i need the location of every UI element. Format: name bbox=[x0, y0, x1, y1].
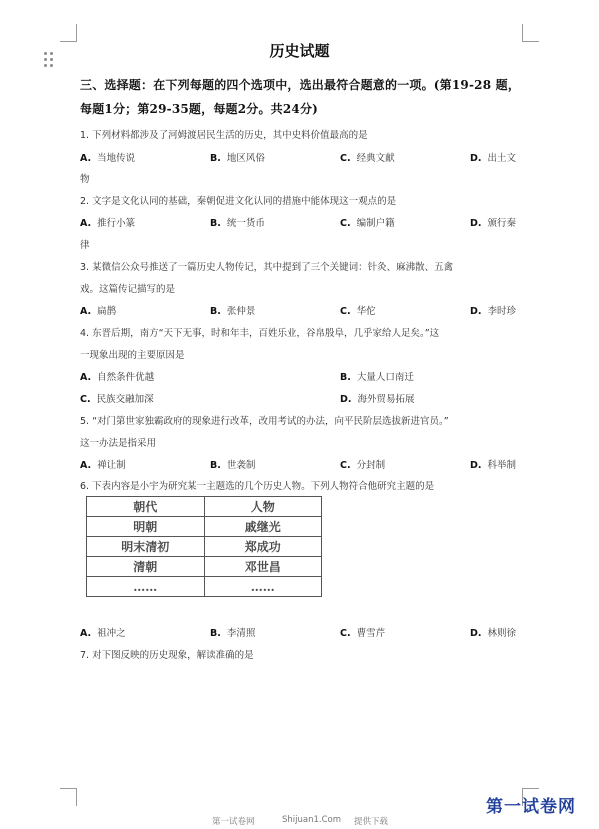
table-cell: 戚继光 bbox=[204, 517, 322, 537]
question-5-option-d: D. 科举制 bbox=[470, 460, 517, 471]
table-header-cell: 人物 bbox=[204, 497, 322, 517]
section-header-line2: 每题1分；第29-35题，每题2分。共24分) bbox=[80, 102, 319, 116]
table-cell: …… bbox=[204, 577, 322, 597]
table-header-cell: 朝代 bbox=[87, 497, 205, 517]
site-logo: 第一试卷网 bbox=[486, 797, 576, 817]
question-3-option-a: A. 扁鹊 bbox=[80, 306, 117, 317]
question-1-option-a: A. 当地传说 bbox=[80, 153, 136, 164]
question-4-option-b: B. 大量人口南迁 bbox=[340, 372, 414, 383]
page-title: 历史试题 bbox=[269, 42, 330, 60]
question-6-option-d: D. 林则徐 bbox=[470, 628, 517, 639]
question-6-text: 6. 下表内容是小宇为研究某一主题选的几个历史人物。下列人物符合他研究主题的是 bbox=[80, 481, 435, 492]
question-5-option-a: A. 禅让制 bbox=[80, 460, 126, 471]
question-4-text-2: 一现象出现的主要原因是 bbox=[80, 350, 185, 361]
question-4-option-c: C. 民族交融加深 bbox=[80, 394, 154, 405]
footer-download: 提供下载 bbox=[354, 817, 389, 827]
table-cell: 明末清初 bbox=[87, 537, 205, 557]
crop-mark-bl-h bbox=[60, 788, 76, 789]
question-1-option-c: C. 经典文献 bbox=[340, 153, 395, 164]
question-4-option-a: A. 自然条件优越 bbox=[80, 372, 155, 383]
question-5-text-1: 5. “对门第世家独霸政府的现象进行改革，改用考试的办法，向平民阶层选拔新进官员。” bbox=[80, 416, 449, 427]
question-5-option-c: C. 分封制 bbox=[340, 460, 386, 471]
question-3-text-1: 3. 某微信公众号推送了一篇历史人物传记，其中提到了三个关键词：针灸、麻沸散、五禽 bbox=[80, 262, 454, 273]
question-3-option-d: D. 李时珍 bbox=[470, 306, 517, 317]
history-figures-table bbox=[86, 496, 322, 597]
table-cell: 郑成功 bbox=[204, 537, 322, 557]
question-2-option-b: B. 统一货币 bbox=[210, 218, 265, 229]
table-row bbox=[87, 557, 322, 577]
question-4-text-1: 4. 东晋后期，南方“天下无事，时和年丰，百姓乐业，谷帛殷阜，几乎家给人足矣。”这 bbox=[80, 328, 440, 339]
question-2-text: 2. 文字是文化认同的基础，秦朝促进文化认同的措施中能体现这一观点的是 bbox=[80, 196, 397, 207]
question-7-text: 7. 对下图反映的历史现象，解读准确的是 bbox=[80, 650, 254, 661]
table-cell: 清朝 bbox=[87, 557, 205, 577]
question-3-option-b: B. 张仲景 bbox=[210, 306, 256, 317]
question-5-option-b: B. 世袭制 bbox=[210, 460, 256, 471]
section-header-line1: 三、选择题：在下列每题的四个选项中，选出最符合题意的一项。(第19-28 题， bbox=[80, 78, 521, 92]
question-1-text: 1. 下列材料都涉及了河姆渡居民生活的历史，其中史料价值最高的是 bbox=[80, 130, 368, 141]
footer-site-url[interactable]: Shijuan1.Com bbox=[282, 815, 342, 825]
question-1-wrap: 物 bbox=[80, 174, 90, 185]
question-2-option-d: D. 颁行秦 bbox=[470, 218, 517, 229]
table-cell: …… bbox=[87, 577, 205, 597]
table-header-row bbox=[87, 497, 322, 517]
question-2-option-a: A. 推行小篆 bbox=[80, 218, 136, 229]
table-row bbox=[87, 537, 322, 557]
question-1-option-d: D. 出土文 bbox=[470, 153, 517, 164]
question-3-text-2: 戏。这篇传记描写的是 bbox=[80, 284, 176, 295]
table-cell: 邓世昌 bbox=[204, 557, 322, 577]
question-6-option-c: C. 曹雪芹 bbox=[340, 628, 386, 639]
question-3-option-c: C. 华佗 bbox=[340, 306, 376, 317]
question-4-option-d: D. 海外贸易拓展 bbox=[340, 394, 415, 405]
crop-mark-bl-v bbox=[76, 788, 77, 806]
question-6-option-b: B. 李清照 bbox=[210, 628, 256, 639]
question-1-option-b: B. 地区风俗 bbox=[210, 153, 265, 164]
table-row bbox=[87, 577, 322, 597]
crop-mark-br-h bbox=[523, 788, 539, 789]
table-cell: 明朝 bbox=[87, 517, 205, 537]
question-2-wrap: 律 bbox=[80, 240, 90, 251]
question-2-option-c: C. 编制户籍 bbox=[340, 218, 395, 229]
question-5-text-2: 这一办法是指采用 bbox=[80, 438, 157, 449]
footer-site-name: 第一试卷网 bbox=[212, 817, 255, 827]
question-6-option-a: A. 祖冲之 bbox=[80, 628, 126, 639]
table-row bbox=[87, 517, 322, 537]
